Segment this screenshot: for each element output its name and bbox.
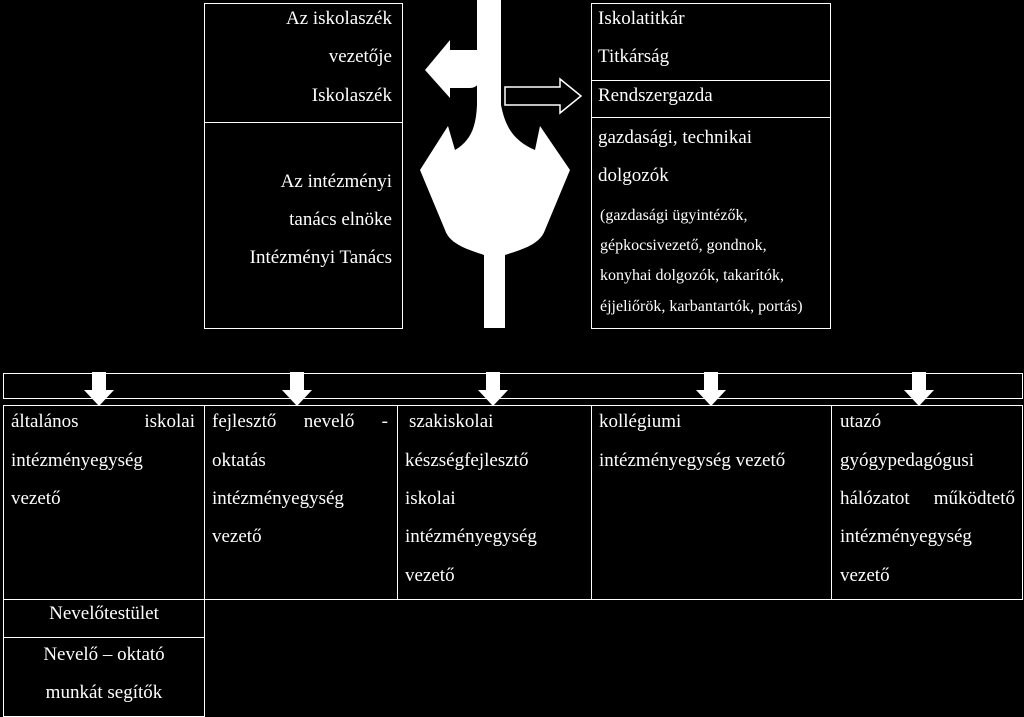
units-divider-4 (831, 405, 832, 600)
unit-general-line-3: vezető (11, 488, 61, 509)
left-arrow (425, 40, 482, 98)
units-divider-2 (397, 405, 398, 600)
unit-college-line-1: kollégiumi (599, 411, 682, 432)
council-line-3: Intézményi Tanács (249, 247, 392, 268)
tech-staff-detail-2: gépkocsivezető, gondnok, (600, 237, 767, 254)
staff-label: Nevelőtestület (49, 603, 159, 624)
unit-development-first-line (212, 412, 388, 432)
tech-staff-line-2: dolgozók (598, 165, 669, 186)
council-line-2: tanács elnöke (289, 209, 392, 230)
unit-traveling-line-3 (840, 489, 1015, 509)
support-line-2: munkát segítők (45, 682, 163, 703)
unit-general-line-2: intézményegység (11, 450, 143, 471)
unit-development-word-1: fejlesztő (212, 411, 277, 432)
units-divider-1 (204, 405, 205, 600)
tech-staff-detail-1: (gazdasági ügyintézők, (600, 207, 748, 224)
secretary-line-2: Titkárság (598, 46, 670, 67)
unit-general-word-1: általános (11, 411, 79, 432)
staff-divider (3, 637, 205, 638)
units-divider-3 (591, 405, 592, 600)
school-board-divider (204, 122, 403, 123)
school-board-line-3: Iskolaszék (311, 85, 392, 106)
secretary-divider-1 (591, 80, 831, 81)
unit-development-line-4: vezető (212, 526, 262, 547)
unit-traveling-line-4: intézményegység (840, 526, 972, 547)
support-line-1: Nevelő – oktató (43, 644, 165, 665)
unit-development-line-3: intézményegység (212, 488, 344, 509)
unit-development-word-2: nevelő (303, 411, 355, 432)
council-line-1: Az intézményi (280, 171, 392, 192)
unit-traveling-word-2: működtető (933, 488, 1015, 509)
secretary-divider-2 (591, 117, 831, 118)
unit-traveling-line-1: utazó (840, 411, 882, 432)
unit-vocational-line-4: intézményegység (405, 526, 537, 547)
distribution-bar (3, 373, 1023, 399)
unit-development-word-3: - (381, 411, 388, 432)
unit-vocational-line-1: szakiskolai (409, 411, 494, 432)
unit-development-line-2: oktatás (212, 450, 266, 471)
tech-staff-detail-3: konyhai dolgozók, takarítók, (600, 267, 784, 284)
school-board-line-2: vezetője (328, 46, 392, 67)
right-arrow (505, 79, 581, 113)
unit-traveling-line-2: gyógypedagógusi (840, 450, 975, 471)
tech-staff-detail-4: éjjeliőrök, karbantartók, portás) (600, 298, 803, 315)
unit-traveling-line-5: vezető (840, 565, 890, 586)
school-board-line-1: Az iskolaszék (285, 8, 392, 29)
unit-college-line-2: intézményegység vezető (599, 450, 786, 471)
secretary-line-1: Iskolatitkár (598, 8, 685, 29)
unit-general-word-2: iskolai (144, 411, 195, 432)
unit-vocational-line-2: készségfejlesztő (405, 450, 529, 471)
unit-vocational-line-3: iskolai (405, 488, 456, 509)
sysadmin-label: Rendszergazda (598, 85, 713, 106)
unit-traveling-word-1: hálózatot (840, 488, 910, 509)
unit-vocational-line-5: vezető (405, 565, 455, 586)
unit-general-first-line (11, 412, 195, 432)
tech-staff-line-1: gazdasági, technikai (598, 127, 753, 148)
